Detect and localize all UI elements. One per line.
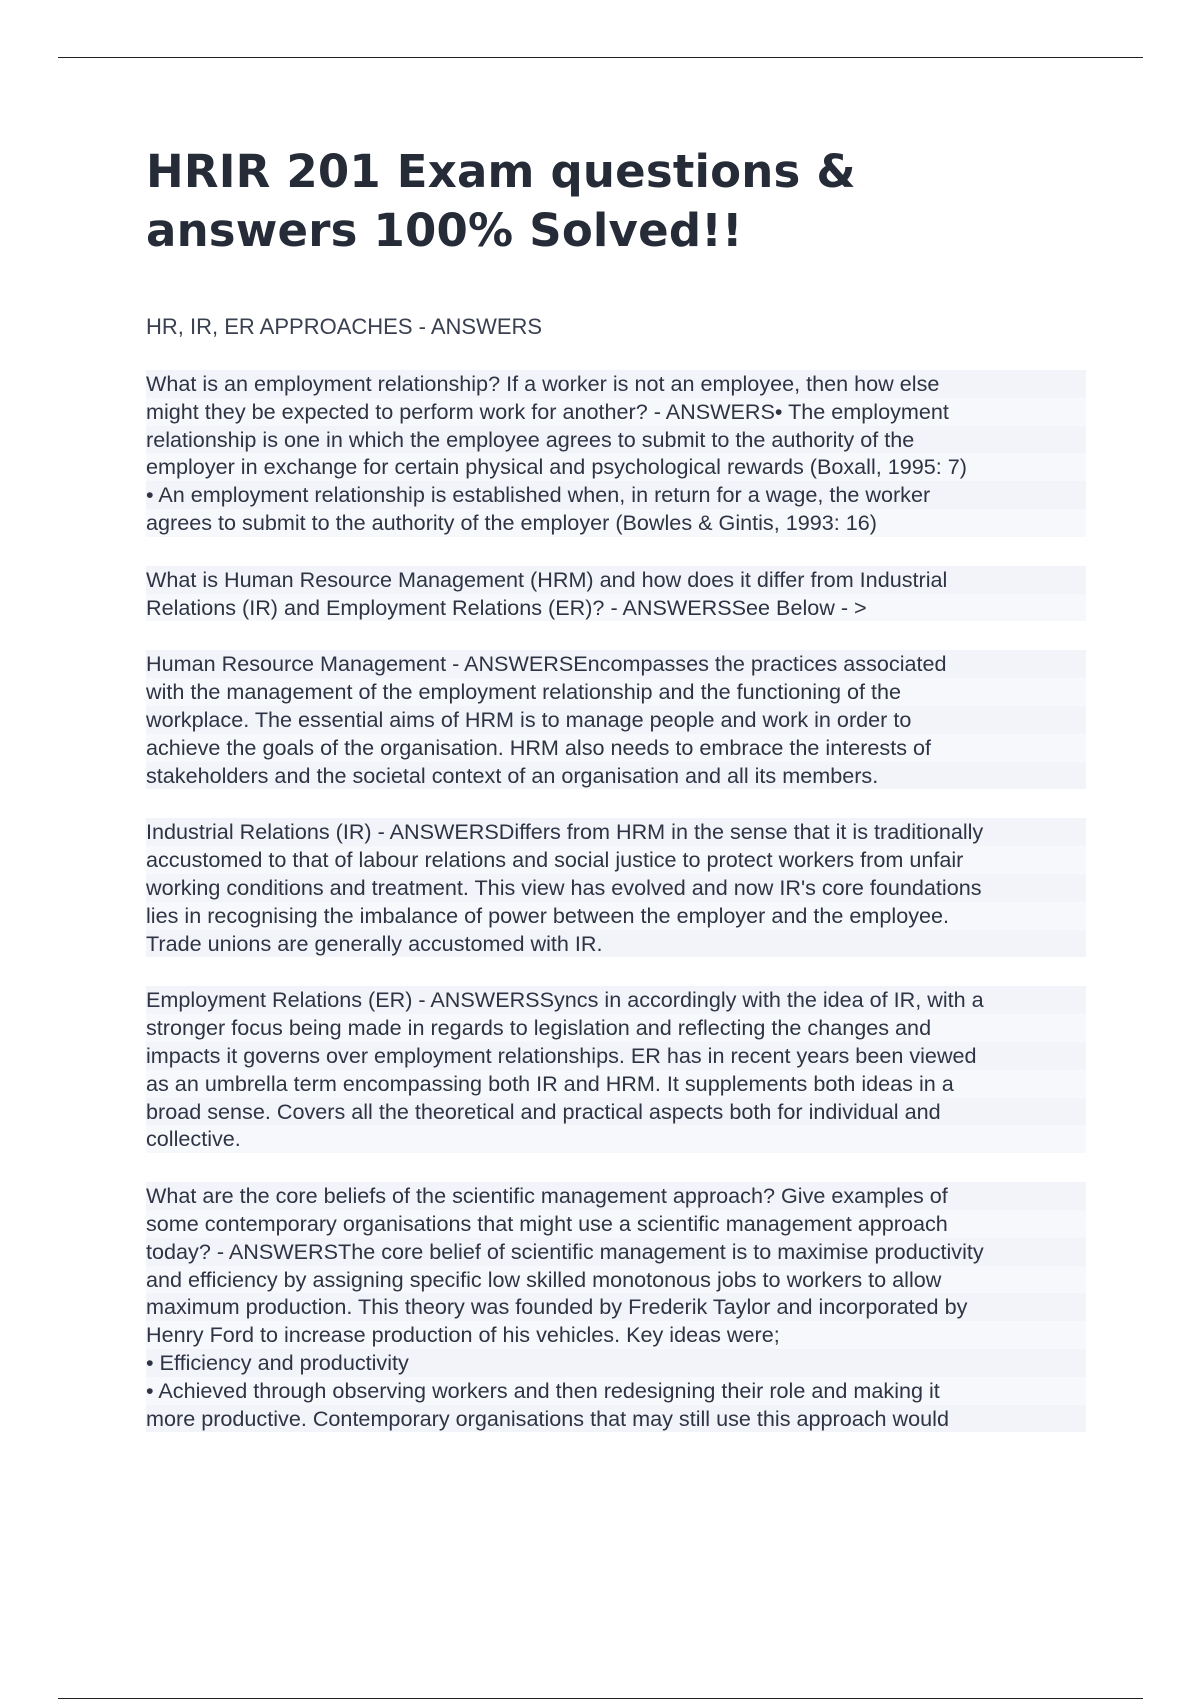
text-line: working conditions and treatment. This view has evolved and now IR's core foundations — [146, 874, 1086, 902]
text-line: Human Resource Management - ANSWERSEncompasses the practices associated — [146, 650, 1086, 678]
text-line: Trade unions are generally accustomed with IR. — [146, 930, 1086, 958]
section-heading: HR, IR, ER APPROACHES - ANSWERS — [146, 314, 543, 339]
text-line: Industrial Relations (IR) - ANSWERSDiffers from HRM in the sense that it is traditionally — [146, 818, 1086, 846]
text-line: What is Human Resource Management (HRM) and how does it differ from Industrial — [146, 566, 1086, 594]
qa-block-industrial-relations — [146, 818, 1086, 957]
text-line: as an umbrella term encompassing both IR and HRM. It supplements both ideas in a — [146, 1070, 1086, 1098]
text-line: Henry Ford to increase production of his vehicles. Key ideas were; — [146, 1321, 1086, 1349]
text-line: stakeholders and the societal context of an organisation and all its members. — [146, 762, 1086, 790]
qa-block-employment-relations — [146, 986, 1086, 1153]
qa-block-hrm-definition — [146, 566, 1086, 622]
text-line: some contemporary organisations that might use a scientific management approach — [146, 1210, 1086, 1238]
title-line-1: HRIR 201 Exam questions & — [146, 145, 856, 198]
text-line: employer in exchange for certain physical and psychological rewards (Boxall, 1995: 7) — [146, 453, 1086, 481]
text-line: What is an employment relationship? If a worker is not an employee, then how else — [146, 370, 1086, 398]
top-rule — [58, 57, 1143, 58]
text-line: stronger focus being made in regards to legislation and reflecting the changes and — [146, 1014, 1086, 1042]
qa-block-human-resource-management — [146, 650, 1086, 789]
qa-block-employment-relationship — [146, 370, 1086, 537]
text-line: relationship is one in which the employee agrees to submit to the authority of the — [146, 426, 1086, 454]
text-line: • An employment relationship is established when, in return for a wage, the worker — [146, 481, 1086, 509]
text-line: maximum production. This theory was founded by Frederik Taylor and incorporated by — [146, 1293, 1086, 1321]
document-title — [146, 142, 1086, 260]
qa-block-scientific-management — [146, 1182, 1086, 1432]
text-line: impacts it governs over employment relationships. ER has in recent years been viewed — [146, 1042, 1086, 1070]
text-line: What are the core beliefs of the scientific management approach? Give examples of — [146, 1182, 1086, 1210]
text-line: with the management of the employment relationship and the functioning of the — [146, 678, 1086, 706]
text-line: and efficiency by assigning specific low skilled monotonous jobs to workers to allow — [146, 1266, 1086, 1294]
text-line: Relations (IR) and Employment Relations (ER)? - ANSWERSSee Below - > — [146, 594, 1086, 622]
text-line: today? - ANSWERSThe core belief of scientific management is to maximise productivity — [146, 1238, 1086, 1266]
bottom-rule — [58, 1698, 1143, 1699]
text-line: workplace. The essential aims of HRM is to manage people and work in order to — [146, 706, 1086, 734]
text-line: lies in recognising the imbalance of power between the employer and the employee. — [146, 902, 1086, 930]
text-line: Employment Relations (ER) - ANSWERSSyncs in accordingly with the idea of IR, with a — [146, 986, 1086, 1014]
document-body — [146, 142, 1086, 1432]
text-line: • Achieved through observing workers and then redesigning their role and making it — [146, 1377, 1086, 1405]
text-line: agrees to submit to the authority of the employer (Bowles & Gintis, 1993: 16) — [146, 509, 1086, 537]
text-line: more productive. Contemporary organisations that may still use this approach would — [146, 1405, 1086, 1433]
text-line: collective. — [146, 1125, 1086, 1153]
text-line: might they be expected to perform work for another? - ANSWERS• The employment — [146, 398, 1086, 426]
text-line: achieve the goals of the organisation. HRM also needs to embrace the interests of — [146, 734, 1086, 762]
text-line: broad sense. Covers all the theoretical and practical aspects both for individual and — [146, 1098, 1086, 1126]
text-line: • Efficiency and productivity — [146, 1349, 1086, 1377]
text-line: accustomed to that of labour relations and social justice to protect workers from unfair — [146, 846, 1086, 874]
title-line-2: answers 100% Solved!! — [146, 204, 743, 257]
